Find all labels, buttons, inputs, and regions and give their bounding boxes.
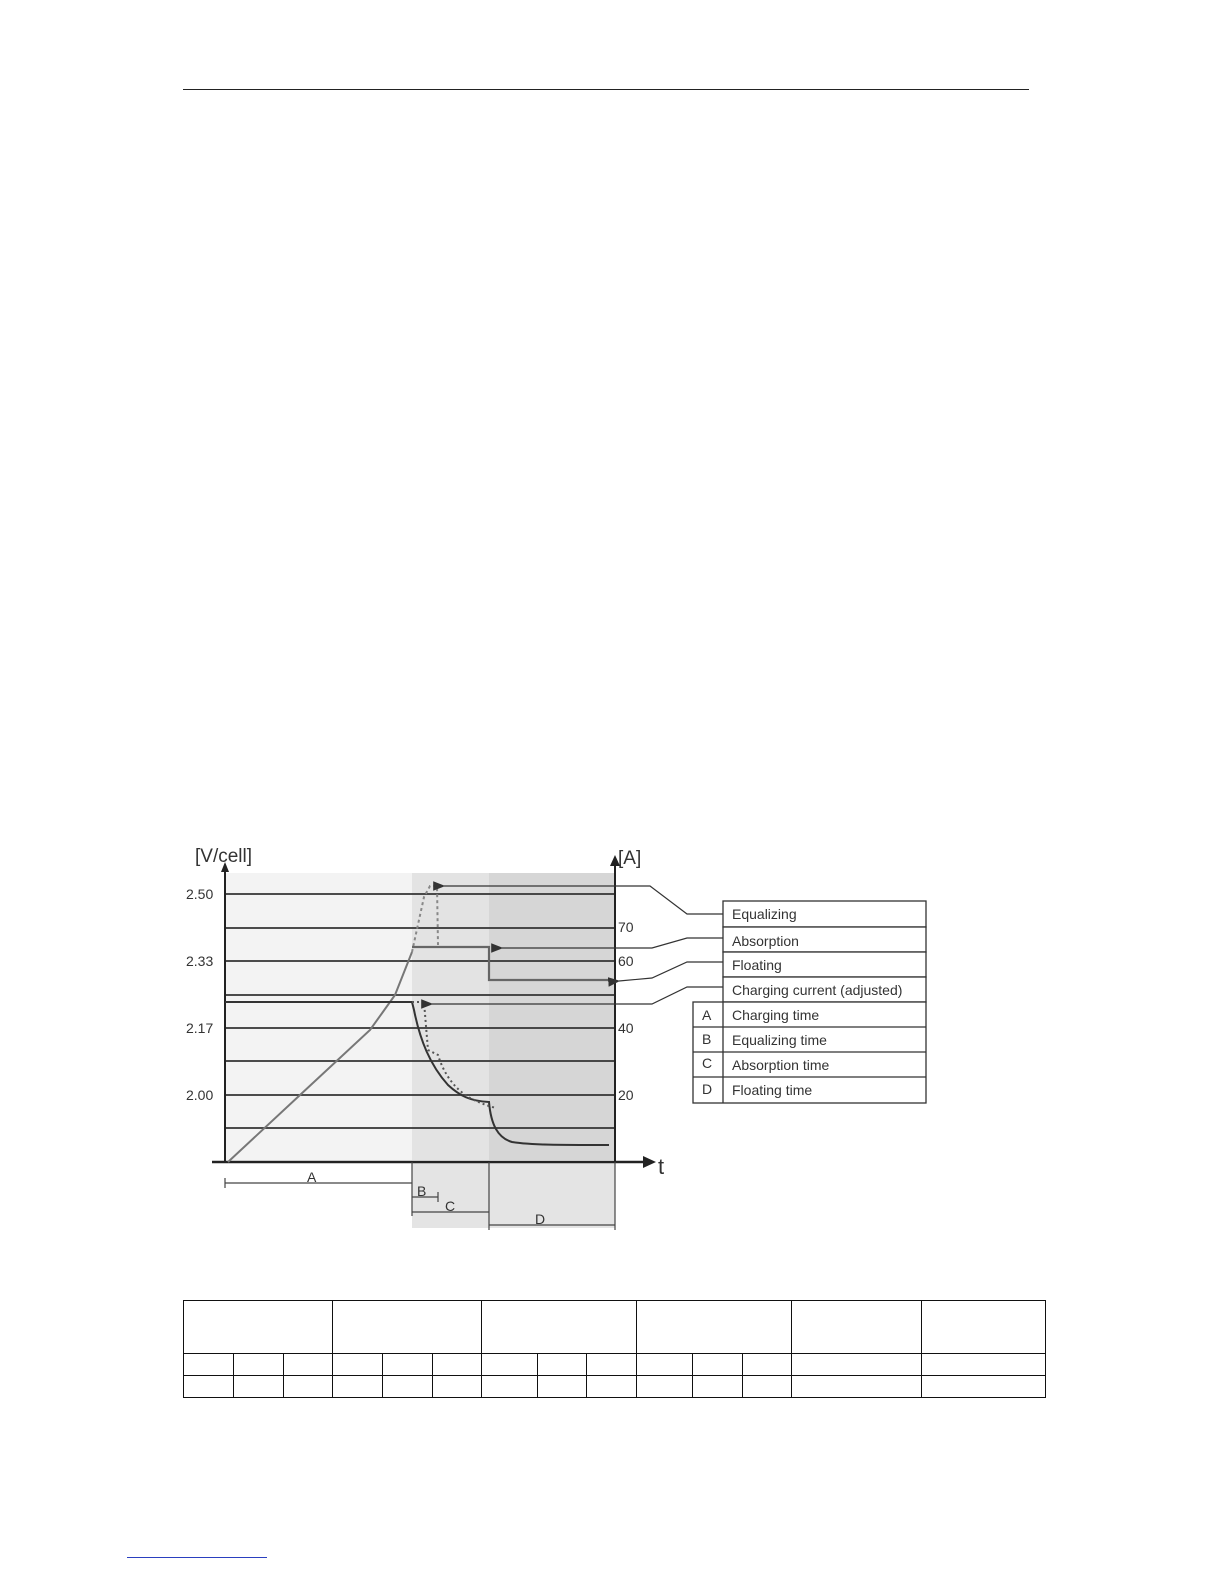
table-cell [284,1376,333,1398]
table-cell [482,1354,538,1376]
legend-charging-current: Charging current (adjusted) [732,982,903,998]
table-cell [922,1354,1046,1376]
phase-d-shade [489,873,615,1160]
table-row [184,1354,1046,1376]
table-header-cell [922,1301,1046,1354]
legend-phase-key: C [702,1055,713,1071]
table-row [184,1376,1046,1398]
table-cell [743,1376,792,1398]
left-axis-label: [V/cell] [195,846,253,867]
legend-phase-text: Equalizing time [732,1032,827,1048]
table-header-row [184,1301,1046,1354]
legend-phase-text: Charging time [732,1007,820,1023]
table-header-cell [184,1301,333,1354]
left-tick-label: 2.00 [186,1087,214,1103]
phase-b-label: B [417,1183,427,1199]
table-header-cell [792,1301,922,1354]
table-cell [234,1376,284,1398]
table-header-cell [637,1301,792,1354]
table-cell [693,1354,743,1376]
table-cell [792,1376,922,1398]
legend-phase-text: Absorption time [732,1057,830,1073]
legend-absorption: Absorption [732,933,799,949]
table-cell [637,1376,693,1398]
table-cell [284,1354,333,1376]
legend-phase-text: Floating time [732,1082,813,1098]
legend-phase-key: A [702,1007,712,1023]
table-cell [184,1354,234,1376]
table-cell [433,1354,482,1376]
table-header-cell [333,1301,482,1354]
legend-floating: Floating [732,957,782,973]
table-cell [922,1376,1046,1398]
left-tick-label: 2.33 [186,953,214,969]
settings-table [183,1300,1046,1398]
left-tick-label: 2.50 [186,886,214,902]
phase-d-label: D [535,1211,546,1227]
right-tick-label: 70 [618,919,634,935]
table-cell [383,1354,433,1376]
table-cell [538,1354,587,1376]
right-axis-label: [A] [618,848,642,869]
right-tick-label: 40 [618,1020,634,1036]
table-cell [333,1376,383,1398]
legend-phase-key: B [702,1031,712,1047]
table-header-cell [482,1301,637,1354]
table-cell [482,1376,538,1398]
table-cell [792,1354,922,1376]
lower-shade [412,1162,615,1228]
table-cell [587,1376,637,1398]
table-cell [433,1376,482,1398]
phase-c-label: C [445,1198,456,1214]
table-cell [538,1376,587,1398]
time-axis-arrow [643,1156,656,1168]
table-cell [587,1354,637,1376]
table-cell [693,1376,743,1398]
legend-equalizing: Equalizing [732,906,797,922]
floating-leader [619,962,723,981]
phase-c-shade [412,873,489,1160]
right-tick-label: 60 [618,953,634,969]
table-cell [333,1354,383,1376]
phase-a-label: A [307,1169,317,1185]
right-tick-label: 20 [618,1087,634,1103]
footer-rule [127,1557,267,1558]
table-cell [637,1354,693,1376]
left-tick-label: 2.17 [186,1020,214,1036]
time-axis-label: t [658,1154,665,1179]
table-cell [743,1354,792,1376]
table-cell [184,1376,234,1398]
table-cell [383,1376,433,1398]
phase-a-shade [225,873,412,1160]
table-cell [234,1354,284,1376]
legend-phase-key: D [702,1081,713,1097]
